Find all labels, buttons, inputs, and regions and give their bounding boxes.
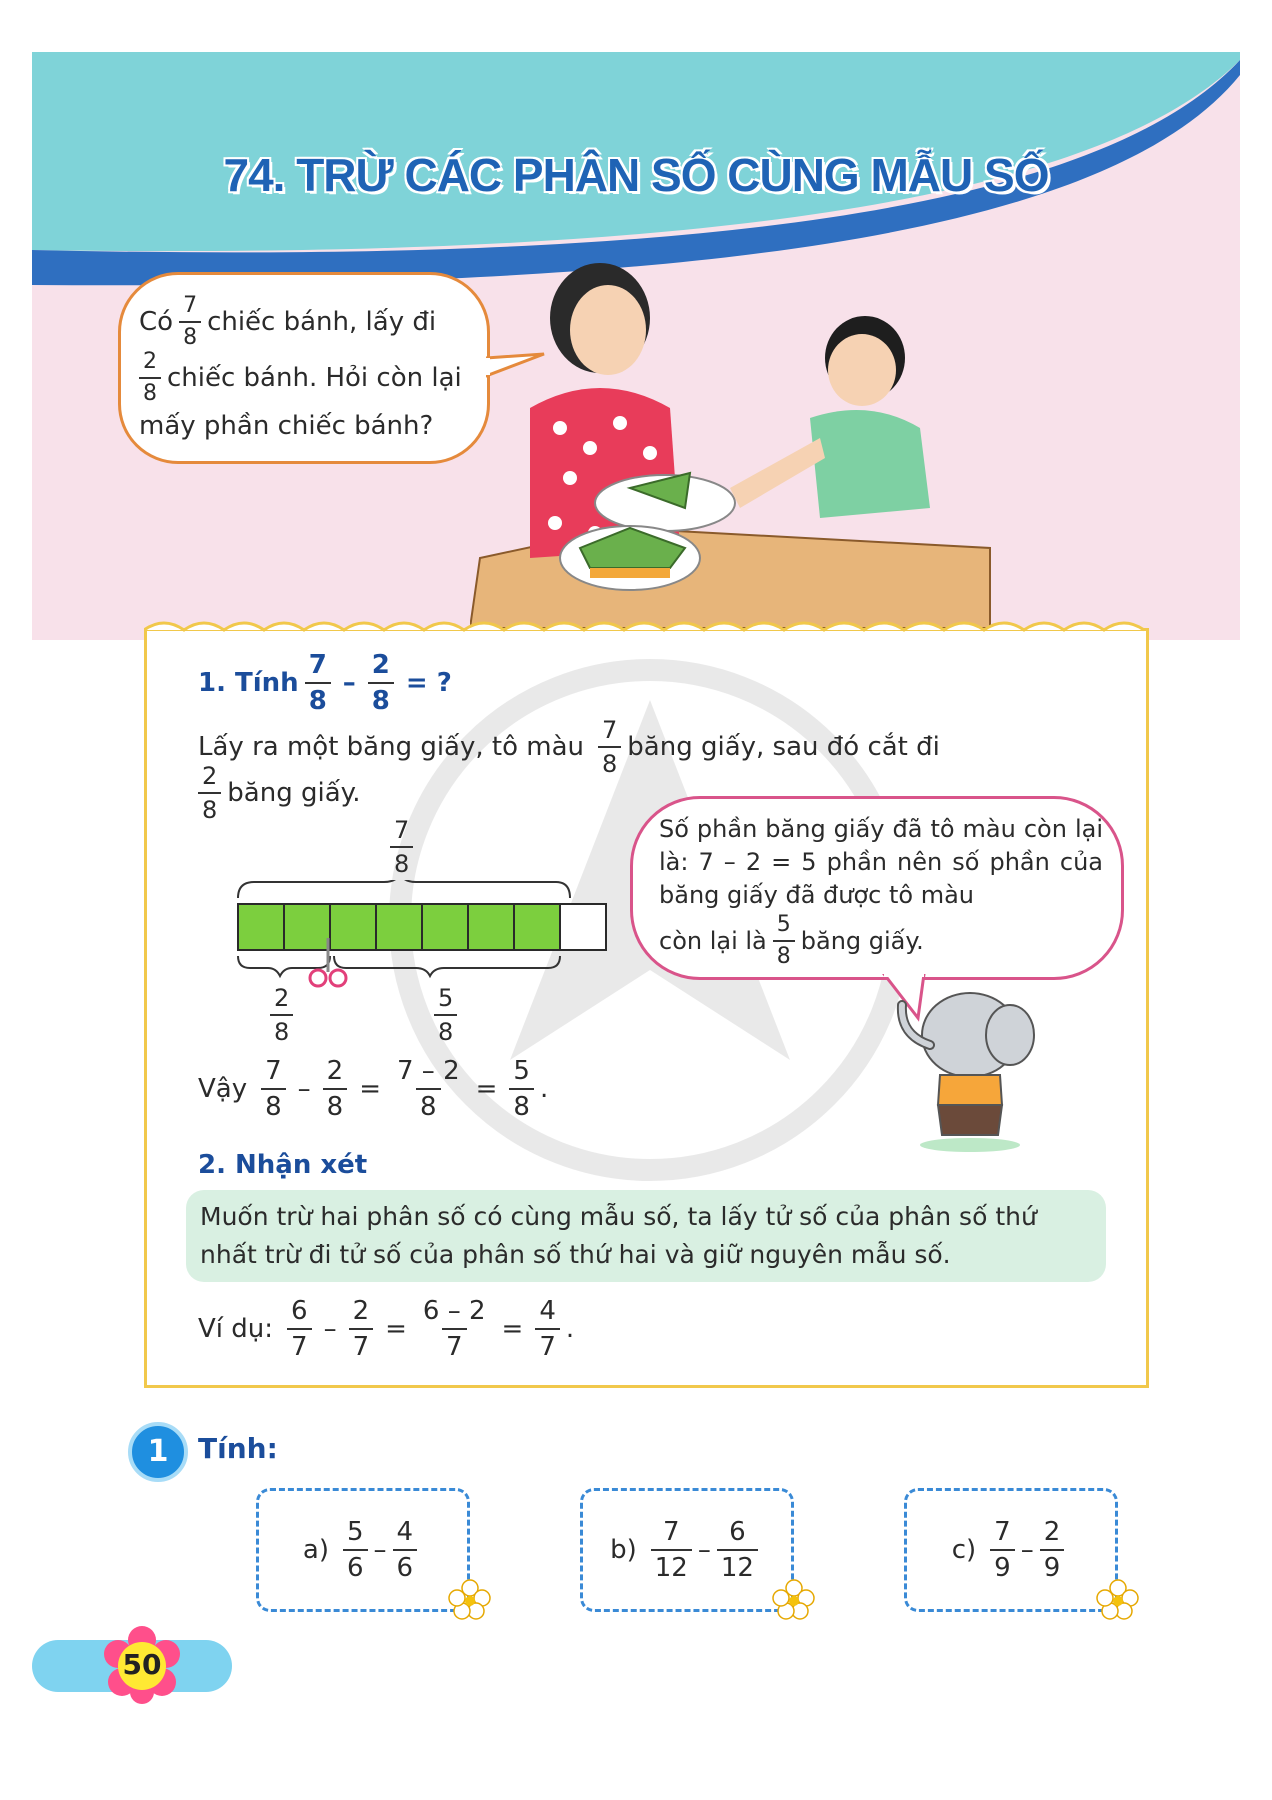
strip-label-left: $\frac{2}{8}$ — [264, 986, 299, 1044]
speech-bubble: Có $\frac{7}{8}$ chiếc bánh, lấy đi $\frac{2}{8}$ chiếc bánh. Hỏi còn lại mấy phần chiếc bánh? — [118, 272, 490, 464]
exercise-label: Tính: — [198, 1432, 278, 1465]
section1-heading: 1. Tính $\frac{7}{8}$ – $\frac{2}{8}$ = ? — [198, 650, 452, 716]
strip-label-right: $\frac{5}{8}$ — [428, 986, 463, 1044]
strip-label-top: $\frac{7}{8}$ — [384, 818, 419, 876]
exercise-number-badge: 1 — [128, 1422, 188, 1482]
flower-icon — [772, 1578, 816, 1622]
explanation-bubble: Số phần băng giấy đã tô màu còn lại là: 7 – 2 = 5 phần nên số phần của băng giấy đã được tô màu còn lại là $\frac{5}{8}$ băng giấy. — [630, 796, 1124, 980]
rule-box: Muốn trừ hai phân số có cùng mẫu số, ta lấy tử số của phân số thứ nhất trừ đi tử số của phân số thứ hai và giữ nguyên mẫu số. — [186, 1190, 1106, 1282]
paper-strip — [232, 880, 622, 1000]
section1-text-line1: Lấy ra một băng giấy, tô màu $\frac{7}{8}$ băng giấy, sau đó cắt đi — [198, 716, 940, 778]
page-title: 74. TRỪ CÁC PHÂN SỐ CÙNG MẪU SỐ — [223, 149, 1049, 201]
lesson-box-scallop — [144, 616, 1149, 640]
flower-icon — [448, 1578, 492, 1622]
page-number: 50 — [122, 1648, 162, 1681]
section2-heading: 2. Nhận xét — [198, 1150, 368, 1180]
exercise-card-c[interactable]: c) $\frac{7}{9}$ – $\frac{2}{9}$ — [904, 1488, 1118, 1612]
conclusion-equation: Vậy $\frac{7}{8}$ – $\frac{2}{8}$ = $\frac{7 - 2}{8}$ = $\frac{5}{8}$ . — [198, 1056, 549, 1122]
example-equation: Ví dụ: $\frac{6}{7}$ – $\frac{2}{7}$ = $\frac{6 - 2}{7}$ = $\frac{4}{7}$ . — [198, 1296, 575, 1362]
section1-text-line2: $\frac{2}{8}$ băng giấy. — [198, 764, 361, 822]
exercise-card-a[interactable]: a) $\frac{5}{6}$ – $\frac{4}{6}$ — [256, 1488, 470, 1612]
elephant-mascot — [890, 975, 1050, 1155]
exercise-card-b[interactable]: b) $\frac{7}{12}$ – $\frac{6}{12}$ — [580, 1488, 794, 1612]
flower-icon — [1096, 1578, 1140, 1622]
illustration-mother-boy-cake — [470, 258, 1010, 628]
